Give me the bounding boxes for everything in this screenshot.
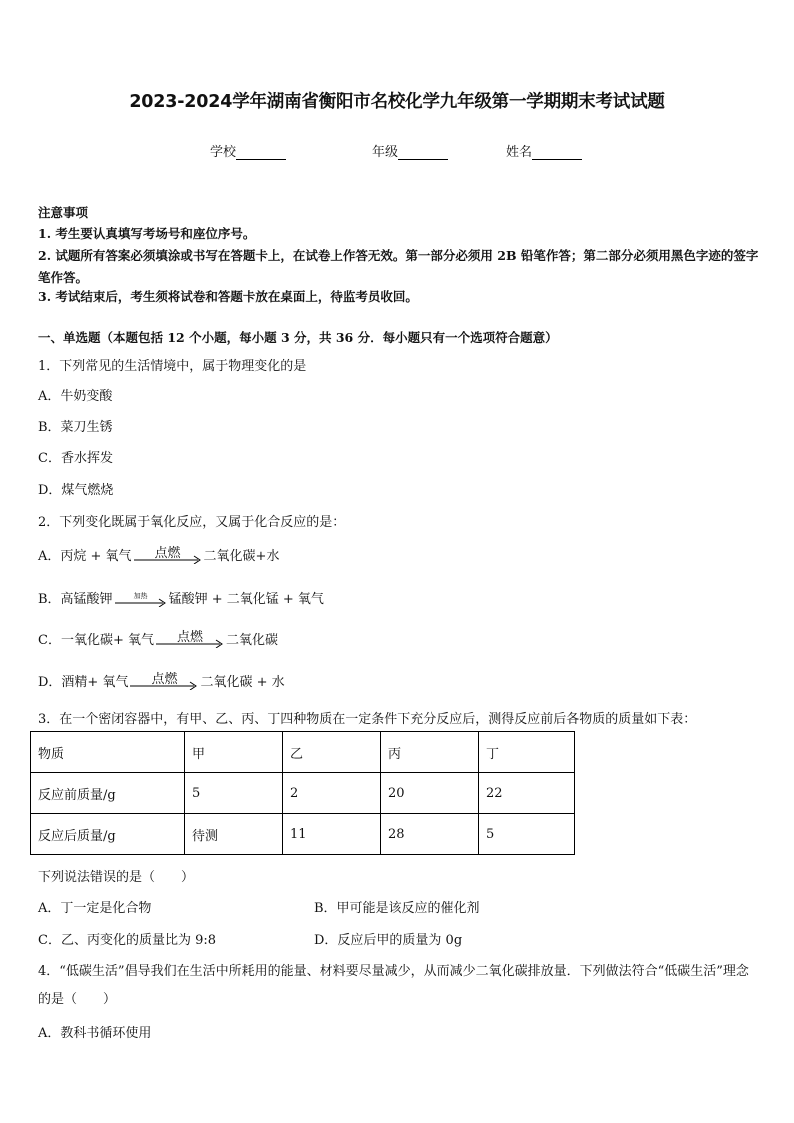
option: C．香水挥发	[38, 451, 113, 466]
reaction-condition: 点燃	[151, 672, 178, 687]
notice-heading: 注意事项	[38, 205, 89, 220]
reaction-arrow	[156, 630, 224, 648]
table-cell: 反应后质量/g	[31, 814, 185, 855]
question-stem: 1．下列常见的生活情境中，属于物理变化的是	[38, 359, 307, 374]
option: A．丁一定是化合物	[38, 901, 152, 916]
mass-table	[30, 731, 575, 855]
table-cell: 5	[185, 773, 283, 814]
table-cell: 5	[479, 814, 575, 855]
table-header: 物质	[31, 732, 185, 773]
school-label: 学校	[210, 145, 237, 160]
grade-blank	[398, 146, 448, 160]
table-row	[31, 773, 575, 814]
products: 二氧化碳	[225, 633, 278, 648]
grade-label: 年级	[372, 145, 399, 160]
table-cell: 11	[283, 814, 381, 855]
table-cell: 28	[381, 814, 479, 855]
option: D．反应后甲的质量为 0g	[314, 933, 463, 948]
name-blank	[532, 146, 582, 160]
option	[38, 545, 279, 564]
table-cell: 20	[381, 773, 479, 814]
question-stem: 4．“低碳生活”倡导我们在生活中所耗用的能量、材料要尽量减少，从而减少二氧化碳排放量．下列做法符合“低碳生活”理念的是（ ）	[38, 964, 749, 1007]
products: 二氧化碳+水	[203, 549, 280, 564]
name-field	[506, 141, 582, 160]
school-blank	[236, 146, 286, 160]
question-stem: 2．下列变化既属于氧化反应，又属于化合反应的是：	[38, 515, 346, 530]
option	[38, 671, 285, 690]
reaction-condition: 加热	[133, 592, 148, 600]
reactants: C．一氧化碳+ 氧气	[38, 633, 154, 648]
option: B．甲可能是该反应的催化剂	[314, 901, 480, 916]
products: 二氧化碳 + 水	[200, 675, 285, 690]
table-row	[31, 814, 575, 855]
page-title: 2023-2024学年湖南省衡阳市名校化学九年级第一学期期末考试试题	[129, 92, 665, 112]
school-field	[210, 141, 286, 160]
reaction-arrow	[134, 546, 202, 564]
option: A．教科书循环使用	[38, 1026, 152, 1041]
reactants: D．酒精+ 氧气	[38, 675, 129, 690]
notice-item: 3. 考试结束后，考生须将试卷和答题卡放在桌面上，待监考员收回。	[38, 289, 418, 304]
option	[38, 629, 278, 648]
section-heading: 一、单选题（本题包括 12 个小题，每小题 3 分，共 36 分．每小题只有一个选项符合题意）	[38, 330, 558, 345]
question-stem: 3．在一个密闭容器中，有甲、乙、丙、丁四种物质在一定条件下充分反应后，测得反应前后各物质的质量如下表：	[38, 712, 697, 727]
grade-field	[372, 141, 448, 160]
option: D．煤气燃烧	[38, 483, 114, 498]
reaction-arrow	[130, 672, 198, 690]
reactants: A．丙烷 + 氧气	[38, 549, 132, 564]
option: C．乙、丙变化的质量比为 9:8	[38, 933, 217, 948]
table-header: 甲	[185, 732, 283, 773]
table-cell: 2	[283, 773, 381, 814]
products: 锰酸钾 + 二氧化锰 + 氧气	[168, 592, 324, 607]
notice-item: 2. 试题所有答案必须填涂或书写在答题卡上，在试卷上作答无效。第一部分必须用 2B 铅笔作答；第二部分必须用黑色字迹的签字笔作答。	[38, 248, 759, 285]
option: B．菜刀生锈	[38, 420, 113, 435]
table-cell: 待测	[185, 814, 283, 855]
option: A．牛奶变酸	[38, 389, 113, 404]
table-cell: 22	[479, 773, 575, 814]
table-cell: 反应前质量/g	[31, 773, 185, 814]
notice-item: 1. 考生要认真填写考场号和座位序号。	[38, 226, 256, 241]
reaction-arrow	[115, 592, 167, 607]
table-header-row	[31, 732, 575, 773]
table-header: 丁	[479, 732, 575, 773]
reaction-condition: 点燃	[176, 630, 203, 645]
table-header: 乙	[283, 732, 381, 773]
reactants: B．高锰酸钾	[38, 592, 113, 607]
table-header: 丙	[381, 732, 479, 773]
question-prompt: 下列说法错误的是（ ）	[38, 870, 195, 885]
name-label: 姓名	[506, 145, 533, 160]
option	[38, 588, 324, 607]
reaction-condition: 点燃	[154, 546, 181, 561]
